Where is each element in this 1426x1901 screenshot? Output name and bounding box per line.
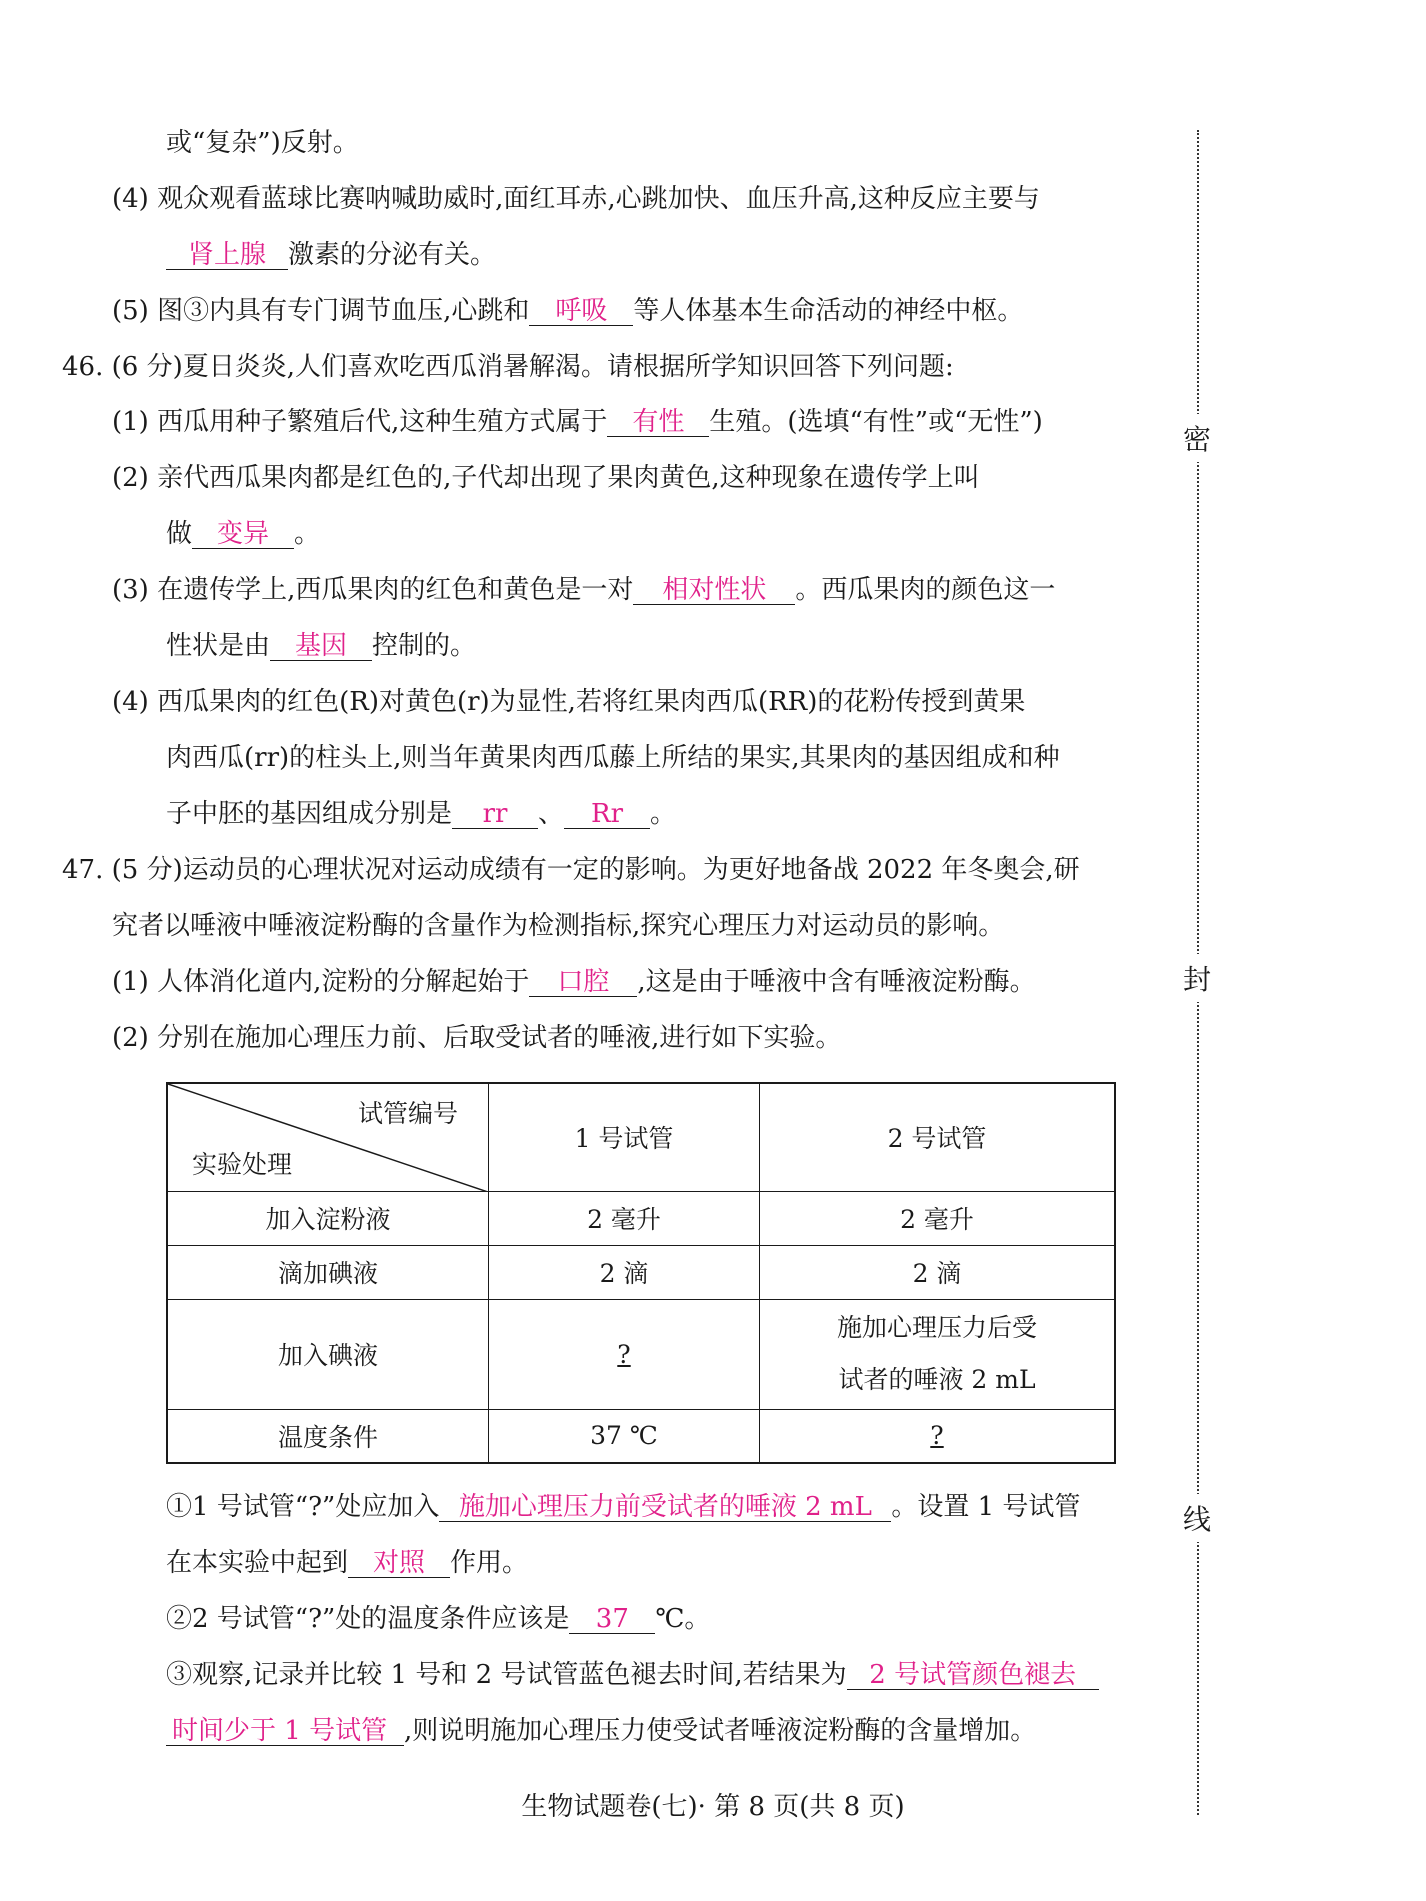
table-row-label: 加入淀粉液	[167, 1191, 489, 1245]
answer-q47-s1: 施加心理压力前受试者的唾液 2 mL	[439, 1493, 891, 1522]
table-question-mark: ?	[617, 1339, 631, 1369]
q46-4-line2: 肉西瓜(rr)的柱头上,则当年黄果肉西瓜藤上所结的果实,其果肉的基因组成和种	[166, 743, 1060, 773]
q46-2-line2: 做 变异 。	[166, 519, 321, 549]
table-cell-line: 施加心理压力后受	[836, 1313, 1037, 1342]
q47-s1-line2: 在本实验中起到 对照 作用。	[166, 1548, 529, 1578]
q46-4-line3: 子中胚的基因组成分别是 rr 、 Rr 。	[166, 799, 677, 829]
answer-q46-2: 变异	[192, 520, 294, 549]
answer-q47-s3b: 时间少于 1 号试管	[166, 1717, 404, 1746]
q46-stem: 46. (6 分)夏日炎炎,人们喜欢吃西瓜消暑解渴。请根据所学知识回答下列问题:	[62, 352, 954, 382]
answer-q47-s1b: 对照	[348, 1549, 450, 1578]
q47-s3-line1: ③观察,记录并比较 1 号和 2 号试管蓝色褪去时间,若结果为 2 号试管颜色褪去	[166, 1658, 1099, 1692]
table-row-label: 温度条件	[167, 1409, 489, 1463]
table-cell	[489, 1299, 760, 1409]
table-cell	[760, 1299, 1116, 1409]
answer-q45-4: 肾上腺	[166, 241, 288, 270]
q46-3-line2: 性状是由 基因 控制的。	[166, 631, 477, 661]
answer-q46-1: 有性	[607, 408, 709, 437]
table-col-header-1: 1 号试管	[489, 1083, 760, 1191]
table-question-mark: ?	[930, 1421, 944, 1451]
table-row	[167, 1299, 1115, 1409]
q46-3-line1: (3) 在遗传学上,西瓜果肉的红色和黄色是一对 相对性状 。西瓜果肉的颜色这一	[112, 575, 1056, 605]
q45-4-line2: 肾上腺 激素的分泌有关。	[166, 238, 496, 272]
table-cell-line: 试者的唾液 2 mL	[838, 1365, 1036, 1394]
q45-5: (5) 图③内具有专门调节血压,心跳和 呼吸 等人体基本生命活动的神经中枢。	[112, 296, 1024, 326]
q47-s1-line1: ①1 号试管“?”处应加入 施加心理压力前受试者的唾液 2 mL 。设置 1 号试管	[166, 1492, 1081, 1522]
table-corner-cell	[167, 1083, 489, 1191]
answer-q47-1: 口腔	[529, 968, 637, 997]
seal-char-xian: 线	[1183, 1494, 1211, 1542]
experiment-table	[166, 1082, 1116, 1464]
answer-q46-3b: 基因	[270, 632, 372, 661]
q47-s2: ②2 号试管“?”处的温度条件应该是 37 ℃。	[166, 1604, 711, 1634]
q47-stem-line1: 47. (5 分)运动员的心理状况对运动成绩有一定的影响。为更好地备战 2022 年冬奥会,研	[62, 855, 1080, 885]
table-cell: 2 滴	[760, 1245, 1116, 1299]
table-row	[167, 1409, 1115, 1463]
q47-1: (1) 人体消化道内,淀粉的分解起始于 口腔 ,这是由于唾液中含有唾液淀粉酶。	[112, 967, 1036, 997]
table-row	[167, 1191, 1115, 1245]
table-header-tube-id: 试管编号	[357, 1099, 458, 1128]
q45-4-line1: (4) 观众观看蓝球比赛呐喊助威时,面红耳赤,心跳加快、血压升高,这种反应主要与	[112, 184, 1040, 214]
q46-4-line1: (4) 西瓜果肉的红色(R)对黄色(r)为显性,若将红果肉西瓜(RR)的花粉传授到黄果	[112, 687, 1026, 717]
answer-q46-3a: 相对性状	[633, 576, 795, 605]
table-col-header-2: 2 号试管	[760, 1083, 1116, 1191]
q47-2: (2) 分别在施加心理压力前、后取受试者的唾液,进行如下实验。	[112, 1023, 842, 1053]
answer-q46-4a: rr	[452, 800, 538, 829]
q45-3-tail: 或“复杂”)反射。	[166, 128, 359, 158]
seal-char-feng: 封	[1183, 954, 1211, 1002]
table-cell: 2 毫升	[760, 1191, 1116, 1245]
table-row-label: 滴加碘液	[167, 1245, 489, 1299]
table-cell	[760, 1409, 1116, 1463]
q46-1: (1) 西瓜用种子繁殖后代,这种生殖方式属于 有性 生殖。(选填“有性”或“无性”)	[112, 407, 1043, 437]
answer-q45-5: 呼吸	[529, 297, 633, 326]
q47-s3-line2: 时间少于 1 号试管 ,则说明施加心理压力使受试者唾液淀粉酶的含量增加。	[166, 1714, 1036, 1748]
table-row-label: 加入碘液	[167, 1299, 489, 1409]
page-footer: 生物试题卷(七)· 第 8 页(共 8 页)	[521, 1792, 905, 1822]
seal-char-mi: 密	[1183, 414, 1211, 462]
q46-2-line1: (2) 亲代西瓜果肉都是红色的,子代却出现了果肉黄色,这种现象在遗传学上叫	[112, 463, 980, 493]
table-cell: 37 ℃	[489, 1409, 760, 1463]
answer-q46-4b: Rr	[564, 800, 650, 829]
table-cell: 2 滴	[489, 1245, 760, 1299]
q47-stem-line2: 究者以唾液中唾液淀粉酶的含量作为检测指标,探究心理压力对运动员的影响。	[112, 911, 1005, 941]
answer-q47-s3a: 2 号试管颜色褪去	[847, 1661, 1099, 1690]
table-cell: 2 毫升	[489, 1191, 760, 1245]
table-row	[167, 1245, 1115, 1299]
answer-q47-s2: 37	[569, 1605, 655, 1634]
table-header-treatment: 实验处理	[192, 1149, 293, 1179]
